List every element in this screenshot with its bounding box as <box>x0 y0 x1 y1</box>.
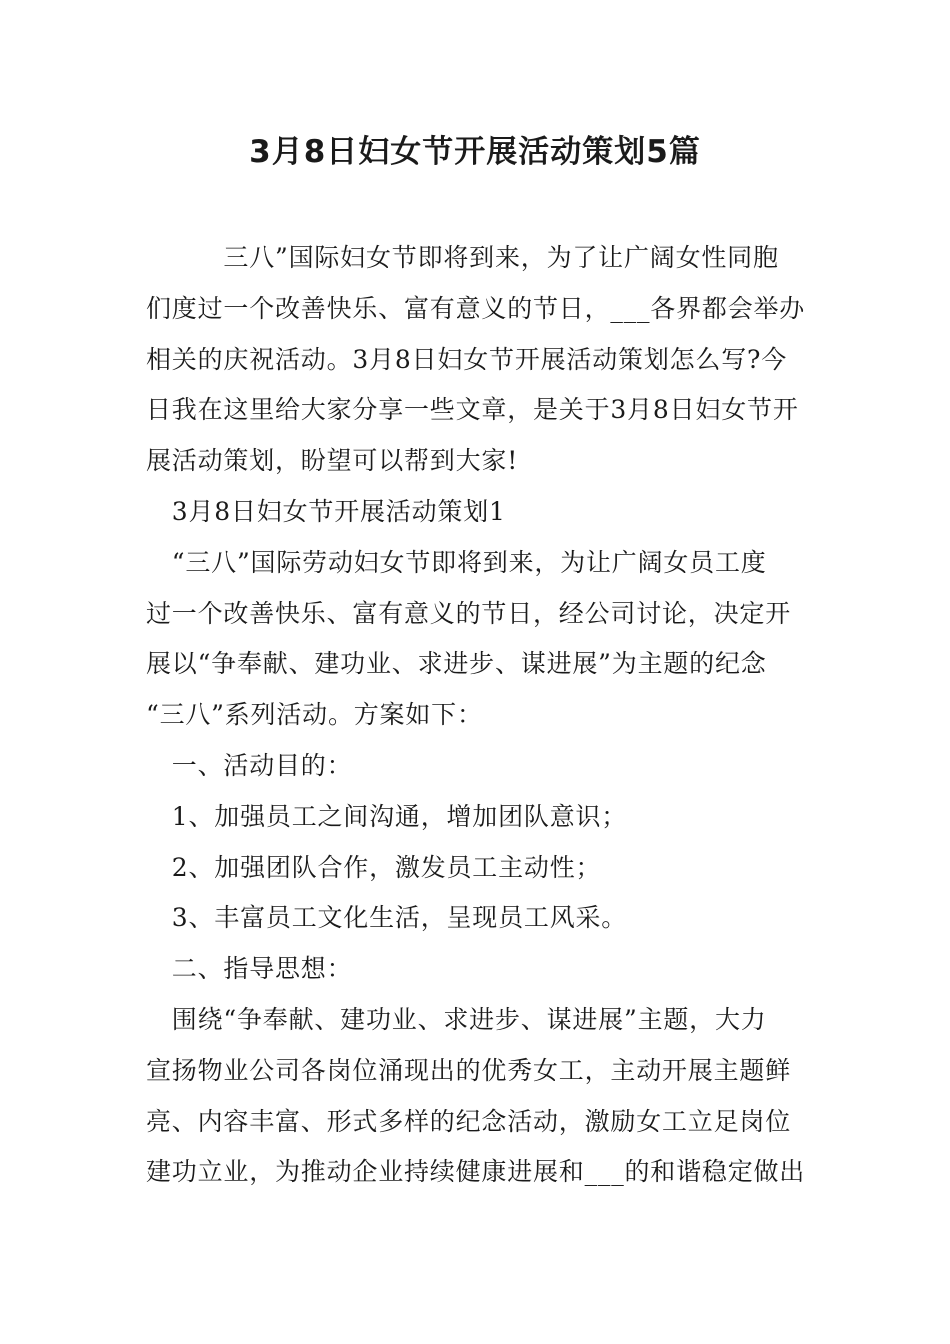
list-item: 3、丰富员工文化生活，呈现员工风采。 <box>146 903 628 933</box>
section-heading: 3月8日妇女节开展活动策划1 <box>146 496 506 526</box>
body-line: 亮、内容丰富、形式多样的纪念活动，激励女工立足岗位 <box>146 1106 792 1136</box>
body-line: 们度过一个改善快乐、富有意义的节日，___各界都会举办 <box>146 293 806 323</box>
body-line: 三八”国际妇女节即将到来，为了让广阔女性同胞 <box>146 243 779 272</box>
body-line: 展活动策划，盼望可以帮到大家! <box>146 446 519 476</box>
body-line: 围绕“争奉献、建功业、求进步、谋进展”主题，大力 <box>146 1004 767 1034</box>
body-line: “三八”系列活动。方案如下： <box>146 700 483 730</box>
body-line: 展以“争奉献、建功业、求进步、谋进展”为主题的纪念 <box>146 649 767 679</box>
section-heading: 一、活动目的： <box>146 750 353 780</box>
body-line: 宣扬物业公司各岗位涌现出的优秀女工，主动开展主题鲜 <box>146 1055 792 1085</box>
section-heading: 二、指导思想： <box>146 954 353 984</box>
list-item: 1、加强员工之间沟通，增加团队意识； <box>146 801 628 831</box>
document-body <box>146 233 806 1198</box>
body-line: “三八”国际劳动妇女节即将到来，为让广阔女员工度 <box>146 547 767 577</box>
body-line: 日我在这里给大家分享一些文章，是关于3月8日妇女节开 <box>146 395 799 425</box>
list-item: 2、加强团队合作，激发员工主动性； <box>146 852 602 882</box>
body-line: 建功立业，为推动企业持续健康进展和___的和谐稳定做出 <box>146 1157 806 1187</box>
document-title: 3月8日妇女节开展活动策划5篇 <box>249 134 701 170</box>
body-line: 过一个改善快乐、富有意义的节日，经公司讨论，决定开 <box>146 598 792 628</box>
body-line: 相关的庆祝活动。3月8日妇女节开展活动策划怎么写?今 <box>146 344 788 374</box>
